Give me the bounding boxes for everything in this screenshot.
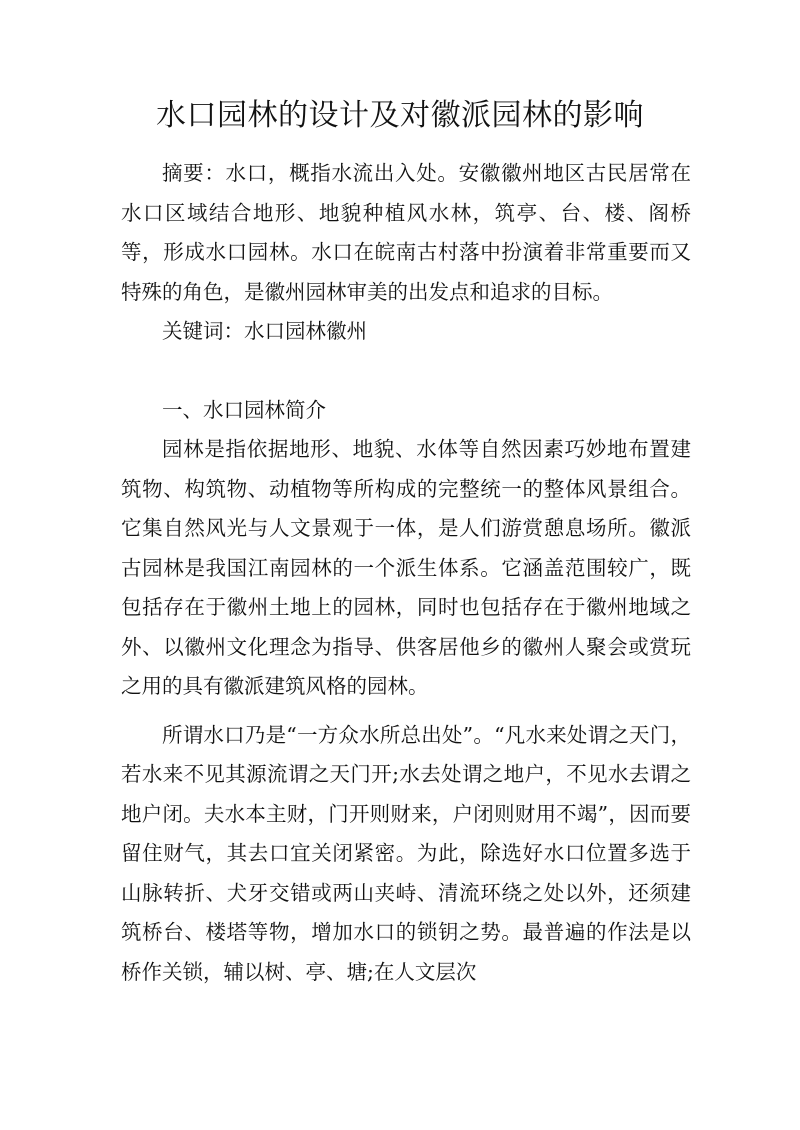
keywords-line: 关键词：水口园林徽州 <box>162 319 367 343</box>
document-body <box>121 154 691 992</box>
abstract-paragraph: 摘要：水口，概指水流出入处。安徽徽州地区古民居常在水口区域结合地形、地貌种植风水林，筑亭、台、楼、阁桥等，形成水口园林。水口在皖南古村落中扮演着非常重要而又特殊的角色，是徽州园林审美的出发点和追求的目标。 <box>121 161 691 304</box>
body-paragraph: 园林是指依据地形、地貌、水体等自然因素巧妙地布置建筑物、构筑物、动植物等所构成的完整统一的整体风景组合。它集自然风光与人文景观于一体，是人们游赏憩息场所。徽派古园林是我国江南园林的一个派生体系。它涵盖范围较广，既包括存在于徽州土地上的园林，同时也包括存在于徽州地域之外、以徽州文化理念为指导、供客居他乡的徽州人聚会或赏玩之用的具有徽派建筑风格的园林。 <box>121 437 691 698</box>
document-title: 水口园林的设计及对徽派园林的影响 <box>156 98 644 133</box>
body-paragraph: 所谓水口乃是“一方众水所总出处”。“凡水来处谓之天门，若水来不见其源流谓之天门开;水去处谓之地户，不见水去谓之地户闭。夫水本主财，门开则财来，户闭则财用不竭”，因而要留住财气，其去口宜关闭紧密。为此，除选好水口位置多选于山脉转折、犬牙交错或两山夹峙、清流环绕之处以外，还须建筑桥台、楼塔等物，增加水口的锁钥之势。最普遍的作法是以桥作关锁，辅以树、亭、塘;在人文层次 <box>121 722 691 984</box>
section-heading: 一、水口园林简介 <box>162 397 326 422</box>
